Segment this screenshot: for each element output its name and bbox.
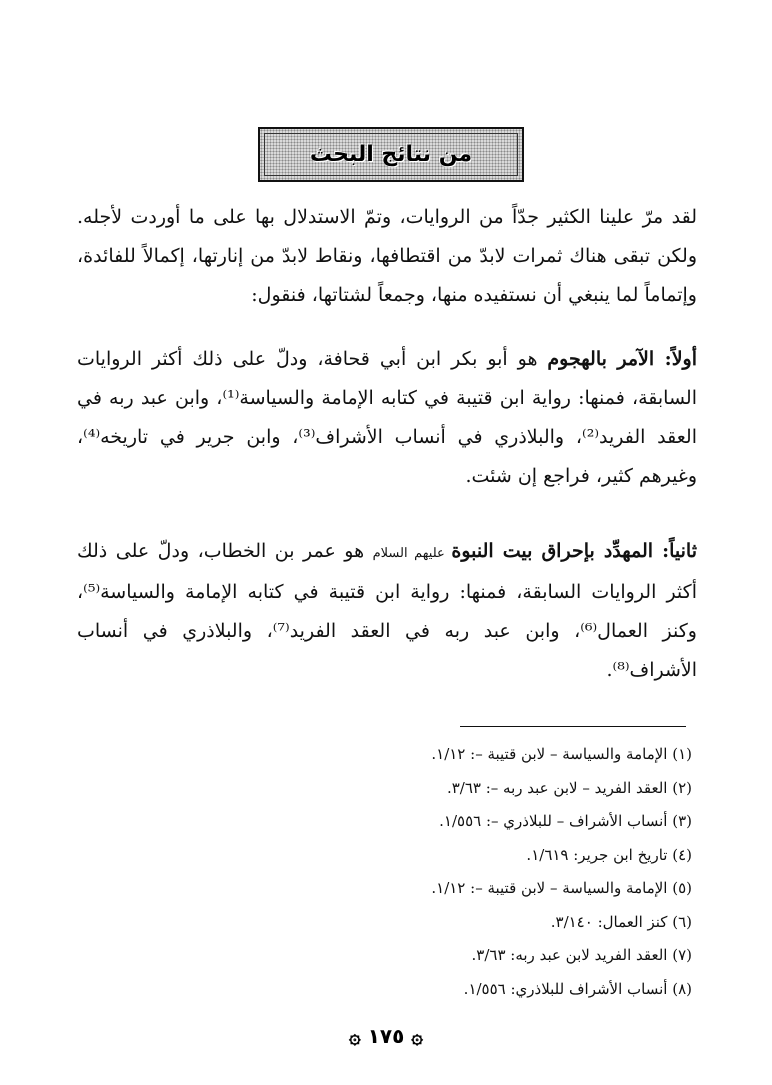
intro-paragraph: لقد مرّ علينا الكثير جدّاً من الروايات، وتمّ الاستدلال بها على ما أوردت لأجله. ولكن تبقى هناك ثمرات لابدّ من اقتطافها، ونقاط لابدّ من إنارتها، إكمالاً للفائدة، وإتماماً لما ينبغي أن نستفيده منها، وجمعاً لشتاتها، فنقول: [77,206,697,306]
footnote-item: (٤) تاريخ ابن جرير: ١/٦١٩. [526,845,692,864]
first-result-text: هو أبو بكر ابن أبي قحافة، ودلّ على ذلك أكثر الروايات السابقة، فمنها: رواية ابن قتيبة في كتابه الإمامة والسياسة⁽¹⁾، وابن عبد ربه في العقد الفريد⁽²⁾، والبلاذري في أنساب الأشراف⁽³⁾، وابن جرير في تاريخه⁽⁴⁾، وغيرهم كثير، فراجع إن شئت. [77,348,697,487]
footnote-divider [460,726,686,727]
footnote-item: (٢) العقد الفريد – لابن عبد ربه –: ٣/٦٣. [446,778,692,797]
section-heading: من نتائج البحث [309,142,473,167]
footnote-item: (٣) أنساب الأشراف – للبلاذري –: ١/٥٥٦. [439,812,692,830]
footnote-item: (٨) أنساب الأشراف للبلاذري: ١/٥٥٦. [463,979,692,998]
section-heading-box [258,127,524,182]
first-result-paragraph [77,340,697,496]
footnote-item: (١) الإمامة والسياسة – لابن قتيبة –: ١/١٢. [431,745,692,763]
page-number: ۞ ١٧٥ ۞ [349,1024,423,1048]
second-result-lead: ثانياً: المهدِّد بإحراق بيت النبوة [451,540,698,562]
footnote-item: (٧) العقد الفريد لابن عبد ربه: ٣/٦٣. [471,946,692,964]
footnote-list [132,738,692,1006]
footnote-item: (٦) كنز العمال: ٣/١٤٠. [550,912,692,931]
second-result-paragraph [77,532,697,690]
first-result-lead: أولاً: الآمر بالهجوم [547,348,697,370]
footnote-item: (٥) الإمامة والسياسة – لابن قتيبة –: ١/١٢. [431,879,692,897]
honorific-glyph: عليهم السلام [372,546,452,561]
second-result-text: هو عمر بن الخطاب، ودلّ على ذلك أكثر الروايات السابقة، فمنها: رواية ابن قتيبة في كتابه الإمامة والسياسة⁽⁵⁾، وكنز العمال⁽⁶⁾، وابن عبد ربه في العقد الفريد⁽⁷⁾، والبلاذري في أنساب الأشراف⁽⁸⁾. [77,540,697,681]
